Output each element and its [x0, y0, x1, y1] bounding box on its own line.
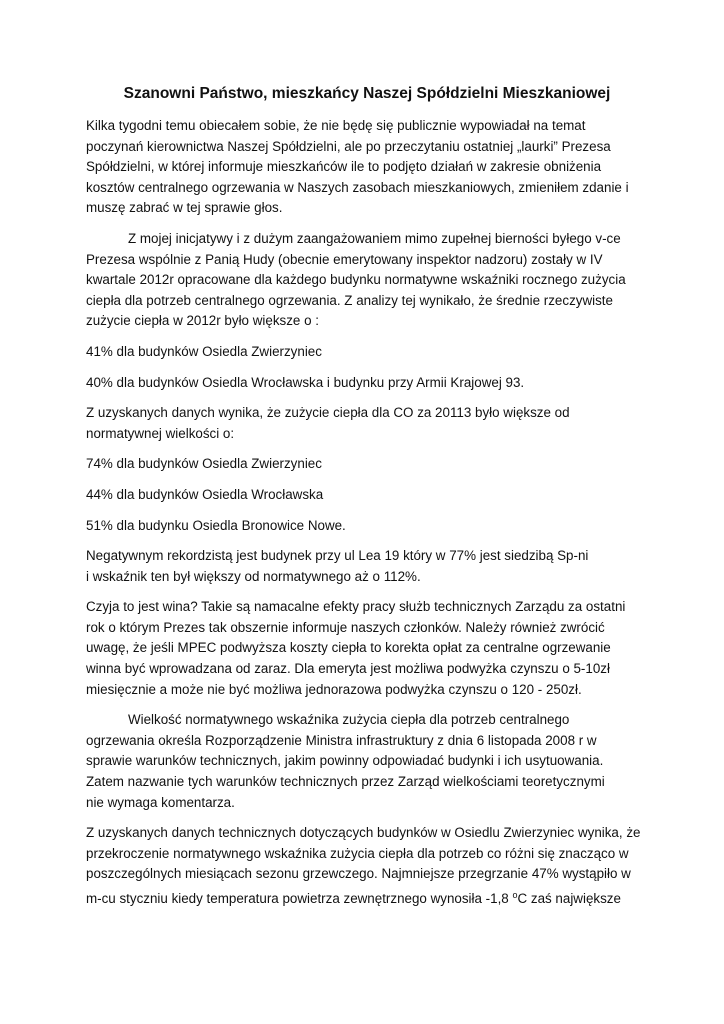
text-line: ciepła dla potrzeb centralnego ogrzewania. Z analizy tej wynikało, że średnie rzeczywiste	[86, 292, 613, 308]
paragraph	[86, 597, 644, 700]
paragraph	[86, 454, 644, 475]
letter-title: Szanowni Państwo, mieszkańcy Naszej Spółdzielni Mieszkaniowej	[123, 85, 611, 102]
text-line: Spółdzielni, w której informuje mieszkańców ile to podjęto działań w zakresie obniżenia	[86, 159, 602, 175]
paragraph	[86, 342, 644, 363]
paragraph	[86, 710, 644, 813]
text-line: 40% dla budynków Osiedla Wrocławska i budynku przy Armii Krajowej 93.	[86, 374, 525, 390]
text-line: kosztów centralnego ogrzewania w Naszych zasobach mieszkaniowych, zmieniłem zdanie i	[86, 179, 629, 195]
paragraph	[86, 485, 644, 506]
paragraph	[86, 546, 644, 587]
text-fragment: m-cu styczniu kiedy temperatura powietrza zewnętrznego wynosiła -1,8	[86, 891, 513, 906]
text-line: winna być wprowadzana od zaraz. Dla emeryta jest możliwa podwyżka czynszu o 5-10zł	[86, 661, 610, 677]
paragraph	[86, 403, 644, 444]
text-line: Prezesa wspólnie z Panią Hudy (obecnie emerytowany inspektor nadzoru) zostały w IV	[86, 251, 603, 267]
text-line: miesięcznie a może nie być możliwa jednorazowa podwyżka czynszu o 120 - 250zł.	[86, 681, 582, 697]
paragraph	[86, 373, 644, 394]
text-line: muszę zabrać w tej sprawie głos.	[86, 200, 283, 216]
text-line: Zatem nazwanie tych warunków technicznych przez Zarząd wielkościami teoretycznymi	[86, 774, 605, 790]
paragraph	[86, 516, 644, 537]
text-line: nie wymaga komentarza.	[86, 794, 235, 810]
text-line: rok o którym Prezes tak obszernie informuje naszych członków. Należy również zwrócić	[86, 619, 605, 635]
text-line: ogrzewania określa Rozporządzenie Ministra infrastruktury z dnia 6 listopada 2008 r w	[86, 732, 597, 748]
text-line: normatywnej wielkości o:	[86, 425, 235, 441]
text-line	[86, 885, 644, 910]
paragraph	[86, 823, 644, 909]
text-line: poszczególnych miesiącach sezonu grzewczego. Najmniejsze przegrzanie 47% wystąpiło w	[86, 866, 631, 882]
paragraph	[86, 229, 644, 332]
text-line: uwagę, że jeśli MPEC podwyższa koszty ciepła to korekta opłat za centralne ogrzewanie	[86, 640, 611, 656]
text-line: i wskaźnik ten był większy od normatywnego aż o 112%.	[86, 568, 421, 584]
text-line: 44% dla budynków Osiedla Wrocławska	[86, 486, 324, 502]
text-line: Czyja to jest wina? Takie są namacalne efekty pracy służb technicznych Zarządu za ostatni	[86, 599, 626, 615]
degree-superscript: o	[512, 890, 518, 900]
text-line: Negatywnym rekordzistą jest budynek przy ul Lea 19 który w 77% jest siedzibą Sp-ni	[86, 548, 589, 564]
text-line: 74% dla budynków Osiedla Zwierzyniec	[86, 456, 322, 472]
text-line: Kilka tygodni temu obiecałem sobie, że nie będę się publicznie wypowiadał na temat	[86, 118, 586, 133]
text-line: Z uzyskanych danych wynika, że zużycie ciepła dla CO za 20113 było większe od	[86, 405, 570, 421]
text-line: przekroczenie normatywnego wskaźnika zużycia ciepła dla potrzeb co różni się znacząco w	[86, 845, 629, 861]
text-line: poczynań kierownictwa Naszej Spółdzielni, ale po przeczytaniu ostatniej „laurki” Prezesa	[86, 138, 611, 154]
text-line: 51% dla budynku Osiedla Bronowice Nowe.	[86, 517, 346, 533]
text-fragment: C zaś największe	[517, 891, 621, 906]
text-line: sprawie warunków technicznych, jakim powinny odpowiadać budynki i ich usytuowania.	[86, 753, 604, 769]
text-line: zużycie ciepła w 2012r było większe o :	[86, 313, 319, 329]
text-line: 41% dla budynków Osiedla Zwierzyniec	[86, 343, 322, 359]
text-line: Wielkość normatywnego wskaźnika zużycia ciepła dla potrzeb centralnego	[128, 712, 570, 728]
text-line: Z uzyskanych danych technicznych dotyczących budynków w Osiedlu Zwierzyniec wynika, że	[86, 825, 641, 841]
letter-body	[86, 116, 644, 910]
text-line: Z mojej inicjatywy i z dużym zaangażowaniem mimo zupełnej bierności byłego v-ce	[128, 230, 621, 246]
text-line: kwartale 2012r opracowane dla każdego budynku normatywne wskaźniki rocznego zużycia	[86, 272, 626, 288]
paragraph	[86, 116, 644, 219]
